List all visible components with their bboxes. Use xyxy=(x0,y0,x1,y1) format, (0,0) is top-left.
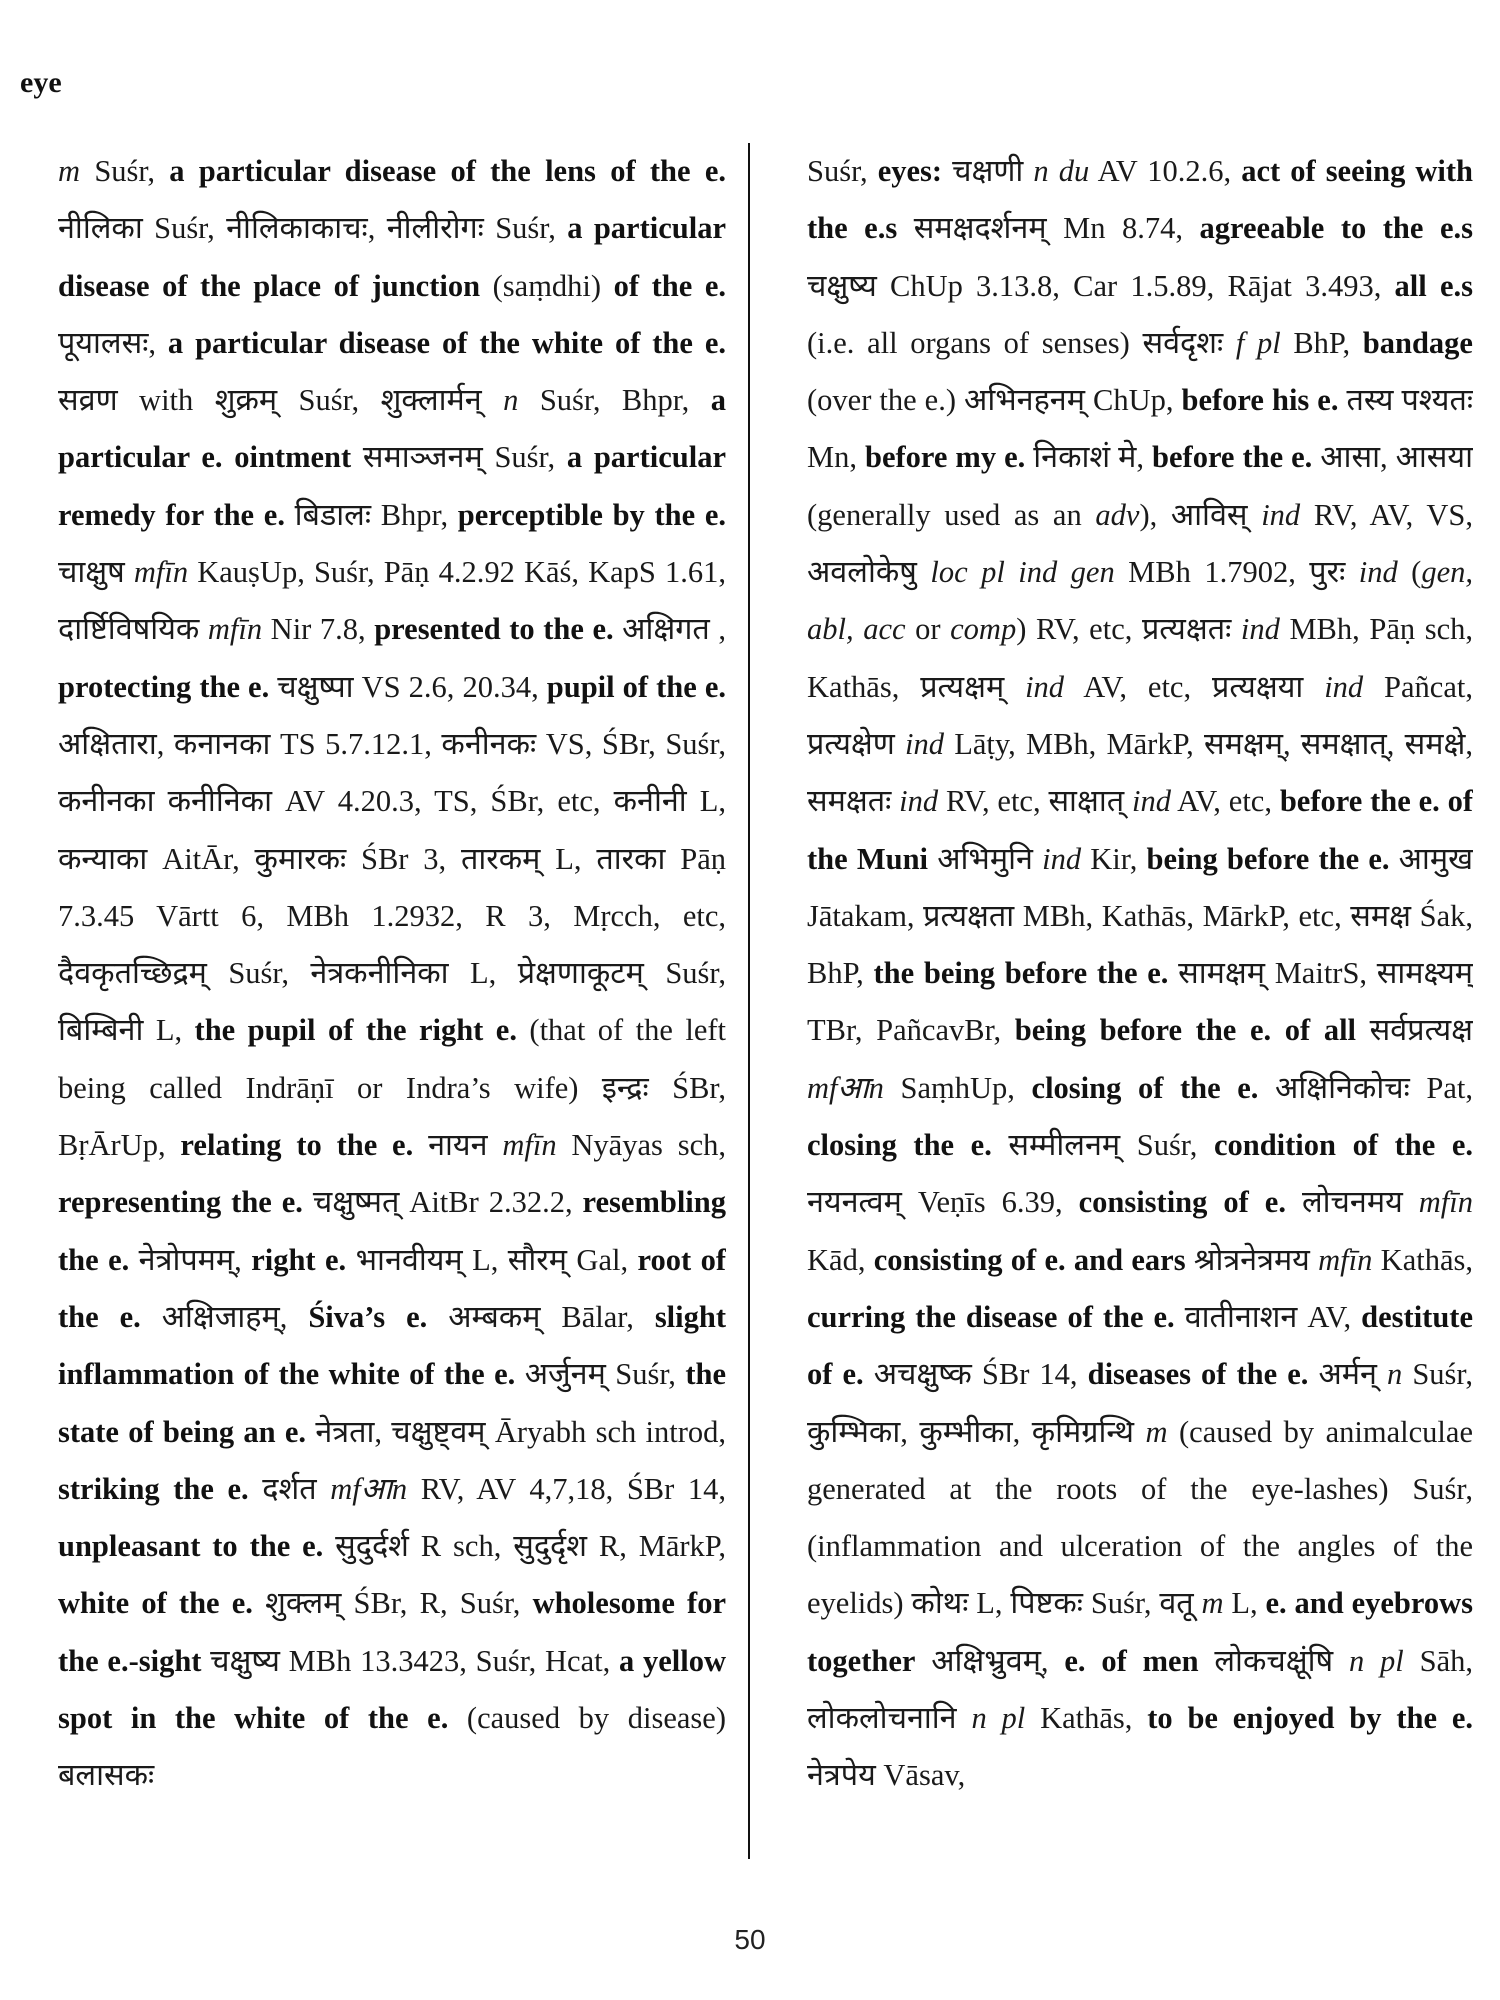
entry-text: समाञ्जनम् Suśr, xyxy=(351,440,567,475)
grammar-label: gen, abl, acc xyxy=(807,555,1473,647)
entry-gloss: white of the e. xyxy=(58,1586,253,1621)
entry-gloss: Śiva’s e. xyxy=(308,1299,428,1334)
entry-text: AV, etc, प्रत्यक्षया xyxy=(1064,669,1325,704)
entry-text: निकाशं मे, xyxy=(1025,440,1153,475)
entry-text: AV 10.2.6, xyxy=(1089,154,1242,188)
grammar-label: n pl xyxy=(971,1701,1026,1736)
entry-text: Suśr, xyxy=(807,154,878,188)
entry-gloss: relating to the e. xyxy=(180,1128,414,1163)
entry-text: L, xyxy=(1223,1586,1266,1621)
entry-text: Suśr, Bhpr, xyxy=(518,383,711,418)
entry-text: समक्षदर्शनम् Mn 8.74, xyxy=(897,211,1200,246)
grammar-label: m xyxy=(58,154,81,188)
entry-gloss: closing of the e. xyxy=(1031,1070,1259,1105)
entry-gloss: perceptible by the e. xyxy=(457,497,726,532)
entry-text: श्रोत्रनेत्रमय xyxy=(1185,1242,1319,1277)
grammar-label: mfआn xyxy=(330,1471,408,1506)
entry-gloss: right e. xyxy=(251,1242,347,1277)
grammar-label: ind xyxy=(905,726,945,761)
grammar-label: ind xyxy=(1261,497,1301,532)
grammar-label: ind xyxy=(1025,669,1065,704)
entry-text: नीलिका Suśr, नीलिकाकाचः, नीलीरोगः Suśr, xyxy=(58,211,568,246)
entry-text: Sāh, लोकलोचनानि xyxy=(807,1643,1473,1736)
grammar-label: adv xyxy=(1095,497,1140,532)
entry-text: दर्शत xyxy=(248,1471,331,1506)
grammar-label: f pl xyxy=(1235,325,1281,360)
entry-text: Kir, xyxy=(1081,841,1147,876)
entry-gloss: bandage xyxy=(1362,325,1473,360)
entry-gloss: resembling the e. xyxy=(58,1185,726,1277)
entry-gloss: e. and eyebrows together xyxy=(807,1586,1473,1678)
grammar-label: n du xyxy=(1033,154,1090,188)
entry-text: MBh, Pāṇ sch, Kathās, प्रत्यक्षम् xyxy=(807,612,1473,704)
entry-gloss: representing the e. xyxy=(58,1185,303,1220)
entry-gloss: consisting of e. and ears xyxy=(873,1242,1186,1277)
entry-gloss: before his e. xyxy=(1181,383,1339,418)
entry-text: अक्षितारा, कनानका TS 5.7.12.1, कनीनकः VS, ŚBr, Suśr, कनीनका कनीनिका AV 4.20.3, TS, ŚBr, etc, कनीनी L, कन्याका AitĀr, कुमारकः ŚBr 3, तारकम् L, तारका Pāṇ 7.3.45 Vārtt 6, MBh 1.2932, R 3, Mṛcch, etc, दैवकृतच्छिद्रम् Suśr, नेत्रकनीनिका L, प्रेक्षणाकूटम् Suśr, बिम्बिनी L, xyxy=(58,726,726,1048)
entry-gloss: a yellow spot in the white of the e. xyxy=(58,1643,726,1736)
grammar-label: ind xyxy=(1131,784,1171,819)
entry-gloss: closing the e. xyxy=(807,1128,992,1163)
entry-text: अक्षिगत , xyxy=(613,612,726,647)
entry-text: AV, etc, xyxy=(1170,784,1280,819)
entry-text: नेत्रोपमम्, xyxy=(129,1242,252,1277)
grammar-label: ind xyxy=(899,784,939,819)
grammar-label: comp xyxy=(950,612,1017,647)
entry-text: or xyxy=(905,612,951,647)
entry-text: नेत्रपेय Vāsav, xyxy=(807,1758,966,1793)
column-divider xyxy=(748,143,750,1859)
entry-text: चक्षुष्पा VS 2.6, 20.34, xyxy=(269,669,547,704)
entry-text: अर्मन् xyxy=(1308,1357,1388,1392)
entry-text: आसा, आसया (generally used as an xyxy=(807,440,1473,532)
entry-text: Nir 7.8, xyxy=(262,612,375,647)
entry-text: (caused by animalculae generated at the roots of the eye-lashes) Suśr, (inflammation and ulceration of the angles of the eyelids) कोथः L, पिष्टकः Suśr, वतू xyxy=(807,1414,1473,1621)
entry-text: Suśr, कुम्भिका, कुम्भीका, कृमिग्रन्थि xyxy=(807,1357,1473,1449)
entry-text: शुक्लम् ŚBr, R, Suśr, xyxy=(252,1586,533,1621)
entry-text: KauṣUp, Suśr, Pāṇ 4.2.92 Kāś, KapS 1.61, दार्ष्टिविषयिक xyxy=(58,555,726,647)
entry-gloss: slight inflammation of the white of the e. xyxy=(58,1299,726,1392)
entry-text: भानवीयम् L, सौरम् Gal, xyxy=(346,1242,638,1277)
grammar-label: mfīn xyxy=(133,555,189,590)
entry-text: नयनत्वम् Veṇīs 6.39, xyxy=(807,1185,1079,1220)
entry-gloss: diseases of the e. xyxy=(1087,1357,1309,1392)
entry-text: Lāṭy, MBh, MārkP, समक्षम्, समक्षात्, समक्षे, समक्षतः xyxy=(807,726,1473,819)
entry-gloss: being before the e. xyxy=(1146,841,1390,876)
entry-gloss: all e.s xyxy=(1394,268,1473,303)
entry-text: चाक्षुष xyxy=(58,555,134,590)
page-header-word: eye xyxy=(20,66,62,99)
grammar-label: n pl xyxy=(1348,1643,1404,1678)
grammar-label: m xyxy=(1201,1586,1224,1621)
entry-text: अचक्षुष्क ŚBr 14, xyxy=(863,1357,1088,1392)
entry-gloss: root of the e. xyxy=(58,1242,726,1334)
entry-text: Kathās, xyxy=(1025,1701,1148,1736)
entry-gloss: before my e. xyxy=(865,440,1026,475)
entry-text: ), आविस् xyxy=(1139,497,1262,532)
entry-text: ( xyxy=(1397,555,1422,590)
entry-gloss: agreeable to the e.s xyxy=(1199,211,1473,246)
entry-text: सर्वप्रत्यक्ष xyxy=(1356,1013,1473,1048)
entry-gloss: the state of being an e. xyxy=(58,1357,726,1449)
entry-gloss: a particular disease of the place of junction xyxy=(58,211,726,303)
dictionary-column-left xyxy=(58,143,726,1855)
entry-text: अर्जुनम् Suśr, xyxy=(515,1357,686,1392)
entry-text: ) RV, etc, प्रत्यक्षतः xyxy=(1016,612,1241,647)
entry-text: सव्रण with शुक्रम् Suśr, शुक्लार्मन् xyxy=(58,383,504,418)
entry-text: Suśr, xyxy=(80,154,170,188)
grammar-label: mfīn xyxy=(1418,1185,1473,1220)
page-number: 50 xyxy=(734,1924,766,1955)
entry-text: बिडालः Bhpr, xyxy=(284,497,458,532)
entry-gloss: before the e. xyxy=(1152,440,1313,475)
grammar-label: n xyxy=(503,383,519,418)
entry-text: चक्षुष्य MBh 13.3423, Suśr, Hcat, xyxy=(201,1643,619,1678)
entry-gloss: the being before the e. xyxy=(873,956,1169,991)
entry-gloss: destitute of e. xyxy=(807,1299,1473,1392)
entry-text: MBh 1.7902, पुरः xyxy=(1114,555,1359,590)
grammar-label: mfīn xyxy=(1318,1242,1373,1277)
entry-gloss: the pupil of the right e. xyxy=(194,1013,517,1048)
entry-text: नेत्रता, चक्षुष्ट्वम् Āryabh sch introd, xyxy=(306,1414,726,1449)
entry-gloss: pupil of the e. xyxy=(546,669,726,704)
entry-text: सम्मीलनम् Suśr, xyxy=(991,1128,1214,1163)
entry-text: लोकचक्षूंषि xyxy=(1198,1643,1349,1678)
entry-text: पूयालसः, xyxy=(58,325,168,360)
grammar-label: loc pl ind gen xyxy=(930,555,1115,590)
entry-text: Pañcat, प्रत्यक्षेण xyxy=(807,669,1473,761)
entry-text: (caused by disease) बलासकः xyxy=(58,1701,726,1793)
entry-text: तस्य पश्यतः Mn, xyxy=(807,383,1473,475)
grammar-label: ind xyxy=(1358,555,1398,590)
entry-text: अक्षिजाहम्, xyxy=(140,1299,309,1334)
entry-gloss: protecting the e. xyxy=(58,669,270,704)
entry-text: आमुख Jātakam, प्रत्यक्षता MBh, Kathās, MārkP, etc, समक्ष Śak, BhP, xyxy=(807,841,1473,991)
entry-gloss: unpleasant to the e. xyxy=(58,1529,324,1564)
entry-text: चक्षुष्मत् AitBr 2.32.2, xyxy=(302,1185,583,1220)
entry-gloss: act of seeing with the e.s xyxy=(807,154,1473,246)
grammar-label: mfआn xyxy=(807,1070,884,1105)
entry-gloss: eyes: xyxy=(877,154,943,188)
entry-text: Nyāyas sch, xyxy=(556,1128,726,1163)
entry-text: वातीनाशन AV, xyxy=(1174,1299,1362,1334)
grammar-label: m xyxy=(1145,1414,1168,1449)
entry-gloss: presented to the e. xyxy=(374,612,614,647)
entry-gloss: a particular disease of the white of the e. xyxy=(167,325,726,360)
entry-text: RV, AV, VS, अवलोकेषु xyxy=(807,497,1473,590)
entry-gloss: condition of the e. xyxy=(1213,1128,1473,1163)
entry-text: (saṃdhi) xyxy=(480,268,614,303)
entry-text: BhP, xyxy=(1280,325,1363,360)
entry-gloss: wholesome for the e.-sight xyxy=(58,1586,726,1678)
grammar-label: ind xyxy=(1324,669,1364,704)
entry-text: RV, AV 4,7,18, ŚBr 14, xyxy=(407,1471,726,1506)
entry-text: चक्षुष्य ChUp 3.13.8, Car 1.5.89, Rājat 3.493, xyxy=(807,268,1395,303)
entry-text: सुदुर्दर्श R sch, सुदुर्दृश R, MārkP, xyxy=(323,1529,726,1564)
dictionary-column-right xyxy=(807,143,1473,1855)
grammar-label: n xyxy=(1387,1357,1403,1392)
entry-text: SaṃhUp, xyxy=(883,1070,1032,1105)
entry-gloss: a particular e. ointment xyxy=(58,383,726,475)
entry-text: अक्षिनिकोचः Pat, xyxy=(1258,1070,1473,1105)
entry-gloss: consisting of e. xyxy=(1078,1185,1286,1220)
entry-gloss: before the e. of the Muni xyxy=(807,784,1473,876)
entry-text: RV, etc, साक्षात् xyxy=(938,784,1132,819)
entry-text: Kathās, xyxy=(1372,1242,1473,1277)
entry-text: नायन xyxy=(413,1128,503,1163)
entry-gloss: to be enjoyed by the e. xyxy=(1147,1701,1473,1736)
entry-gloss: being before the e. of all xyxy=(1014,1013,1357,1048)
entry-text: (over the e.) अभिनहनम् ChUp, xyxy=(807,383,1182,418)
entry-text: सामक्षम् MaitrS, सामक्ष्यम् TBr, PañcavBr, xyxy=(807,956,1473,1048)
entry-text: (that of the left being called Indrāṇī or Indra’s wife) इन्द्रः ŚBr, BṛĀrUp, xyxy=(58,1013,726,1163)
entry-text: अक्षिभ्रुवम्, xyxy=(915,1643,1065,1678)
grammar-label: mfīn xyxy=(207,612,263,647)
entry-gloss: curring the disease of the e. xyxy=(807,1299,1175,1334)
entry-gloss: a particular disease of the lens of the e. xyxy=(169,154,726,188)
entry-text: लोचनमय xyxy=(1285,1185,1419,1220)
entry-gloss: of the e. xyxy=(613,268,726,303)
entry-gloss: a particular remedy for the e. xyxy=(58,440,726,532)
grammar-label: ind xyxy=(1042,841,1082,876)
entry-text: चक्षणी xyxy=(942,154,1034,188)
entry-text: Kād, xyxy=(807,1242,874,1277)
grammar-label: mfīn xyxy=(502,1128,557,1163)
entry-gloss: striking the e. xyxy=(58,1471,249,1506)
entry-gloss: e. of men xyxy=(1064,1643,1199,1678)
entry-text: अम्बकम् Bālar, xyxy=(427,1299,655,1334)
entry-text: (i.e. all organs of senses) सर्वदृशः xyxy=(807,325,1236,360)
grammar-label: ind xyxy=(1240,612,1280,647)
entry-text: अभिमुनि xyxy=(928,841,1043,876)
